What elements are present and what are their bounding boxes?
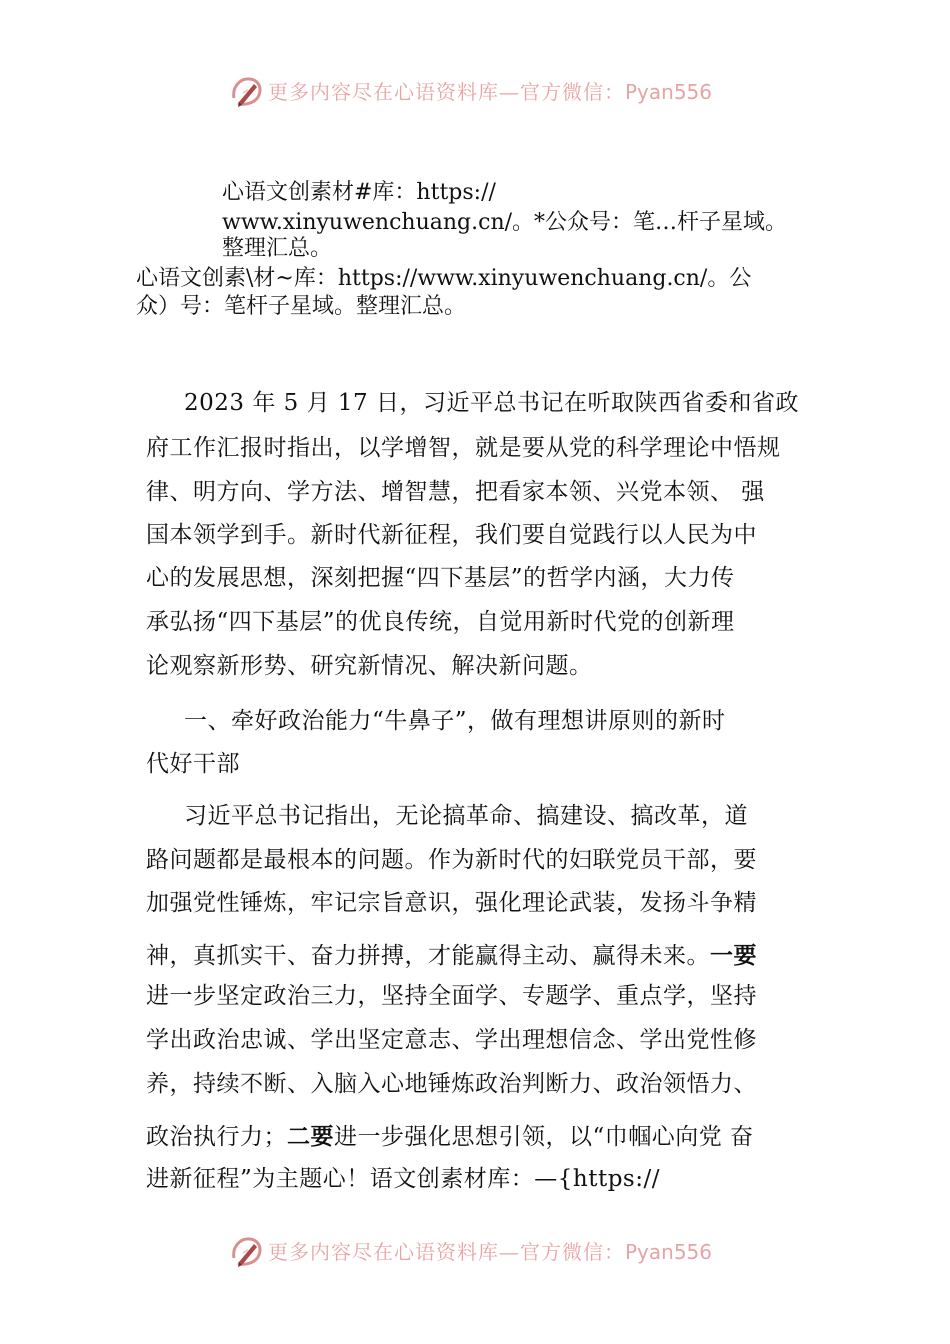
text-line: 2023 年 5 月 17 日，习近平总书记在听取陕西省委和省政 bbox=[184, 390, 799, 416]
text-line: 心的发展思想，深刻把握“四下基层”的哲学内涵，大力传 bbox=[146, 565, 735, 591]
text-line: 养，持续不断、入脑入心地锤炼政治判断力、政治领悟力、 bbox=[146, 1071, 757, 1097]
text-line: 学出政治忠诚、学出坚定意志、学出理想信念、学出党性修 bbox=[146, 1027, 757, 1053]
text-line: 心语文创素材#库：https:// bbox=[222, 180, 496, 205]
text-line: 国本领学到手。新时代新征程，我们要自觉践行以人民为中 bbox=[146, 522, 757, 548]
text-line: 代好干部 bbox=[146, 751, 240, 777]
text-line: 加强党性锤炼，牢记宗旨意识，强化理论武装，发扬斗争精 bbox=[146, 890, 757, 916]
text-line: 路问题都是最根本的问题。作为新时代的妇联党员干部，要 bbox=[146, 847, 757, 873]
text-line: 习近平总书记指出，无论搞革命、搞建设、搞改革，道 bbox=[184, 803, 748, 829]
text-line: 进新征程”为主题心！语文创素材库：—{https:// bbox=[146, 1166, 660, 1192]
text-line: 众）号：笔杆子星域。整理汇总。 bbox=[136, 294, 467, 319]
watermark-banner-bottom bbox=[0, 1232, 950, 1272]
watermark-text: 更多内容尽在心语资料库—官方微信：Pyan556 bbox=[268, 80, 713, 104]
text-line: 论观察新形势、研究新情况、解决新问题。 bbox=[146, 653, 593, 679]
text-line: 一、牵好政治能力“牛鼻子”，做有理想讲原则的新时 bbox=[184, 708, 726, 734]
text-line: www.xinyuwenchuang.cn/。*公众号：笔…杆子星域。 bbox=[222, 210, 788, 235]
watermark-text: 更多内容尽在心语资料库—官方微信：Pyan556 bbox=[268, 1240, 713, 1264]
watermark-banner-top bbox=[0, 72, 950, 112]
text-line: 整理汇总。 bbox=[222, 236, 333, 261]
text-line: 政治执行力；二要进一步强化思想引领，以“巾帼心向党 奋 bbox=[146, 1124, 754, 1150]
text-line: 进一步坚定政治三力，坚持全面学、专题学、重点学，坚持 bbox=[146, 983, 757, 1009]
emphasis-second: 二要 bbox=[287, 1124, 334, 1150]
text-line: 承弘扬“四下基层”的优良传统，自觉用新时代党的创新理 bbox=[146, 609, 735, 635]
text-line: 神，真抓实干、奋力拼搏，才能赢得主动、赢得未来。一要 bbox=[146, 943, 757, 969]
text-line: 律、明方向、学方法、增智慧，把看家本领、兴党本领、 强 bbox=[146, 479, 765, 505]
text-line: 心语文创素\材~库：https://www.xinyuwenchuang.cn/。公 bbox=[136, 266, 752, 291]
emphasis-first: 一要 bbox=[710, 943, 757, 969]
pen-logo-icon bbox=[226, 1232, 266, 1272]
pen-logo-icon bbox=[226, 72, 266, 112]
text-line: 府工作汇报时指出，以学增智，就是要从党的科学理论中悟规 bbox=[146, 435, 781, 461]
